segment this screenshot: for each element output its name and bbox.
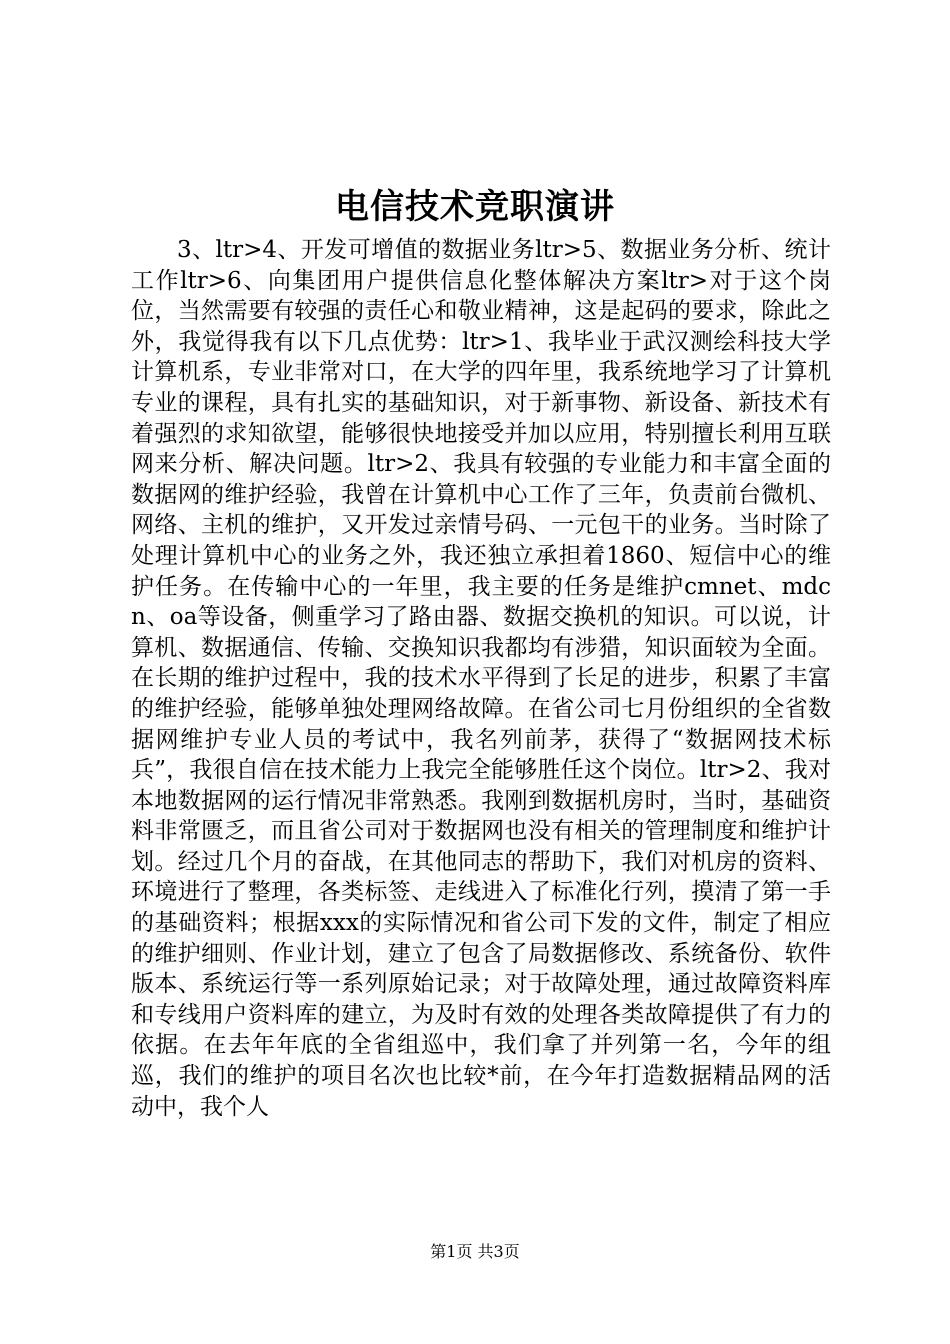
- document-body: [131, 235, 831, 1122]
- page-number-footer: 第1页 共3页: [430, 1242, 520, 1261]
- body-paragraph: 3、ltr>4、开发可增值的数据业务ltr>5、数据业务分析、统计工作ltr>6、向集团用户提供信息化整体解决方案ltr>对于这个岗位，当然需要有较强的责任心和敬业精神，这是起码的要求，除此之外，我觉得我有以下几点优势：ltr>1、我毕业于武汉测绘科技大学计算机系，专业非常对口，在大学的四年里，我系统地学习了计算机专业的课程，具有扎实的基础知识，对于新事物、新设备、新技术有着强烈的求知欲望，能够很快地接受并加以应用，特别擅长利用互联网来分析、解决问题。ltr>2、我具有较强的专业能力和丰富全面的数据网的维护经验，我曾在计算机中心工作了三年，负责前台微机、网络、主机的维护，又开发过亲情号码、一元包干的业务。当时除了处理计算机中心的业务之外，我还独立承担着1860、短信中心的维护任务。在传输中心的一年里，我主要的任务是维护cmnet、mdcn、oa等设备，侧重学习了路由器、数据交换机的知识。可以说，计算机、数据通信、传输、交换知识我都均有涉猎，知识面较为全面。在长期的维护过程中，我的技术水平得到了长足的进步，积累了丰富的维护经验，能够单独处理网络故障。在省公司七月份组织的全省数据网维护专业人员的考试中，我名列前茅，获得了“数据网技术标兵”，我很自信在技术能力上我完全能够胜任这个岗位。ltr>2、我对本地数据网的运行情况非常熟悉。我刚到数据机房时，当时，基础资料非常匮乏，而且省公司对于数据网也没有相关的管理制度和维护计划。经过几个月的奋战，在其他同志的帮助下，我们对机房的资料、环境进行了整理，各类标签、走线进入了标准化行列，摸清了第一手的基础资料；根据xxx的实际情况和省公司下发的文件，制定了相应的维护细则、作业计划，建立了包含了局数据修改、系统备份、软件版本、系统运行等一系列原始记录；对于故障处理，通过故障资料库和专线用户资料库的建立，为及时有效的处理各类故障提供了有力的依据。在去年年底的全省组巡中，我们拿了并列第一名，今年的组巡，我们的维护的项目名次也比较*前，在今年打造数据精品网的活动中，我个人: [131, 237, 831, 1120]
- document-title: 电信技术竞职演讲: [335, 187, 615, 227]
